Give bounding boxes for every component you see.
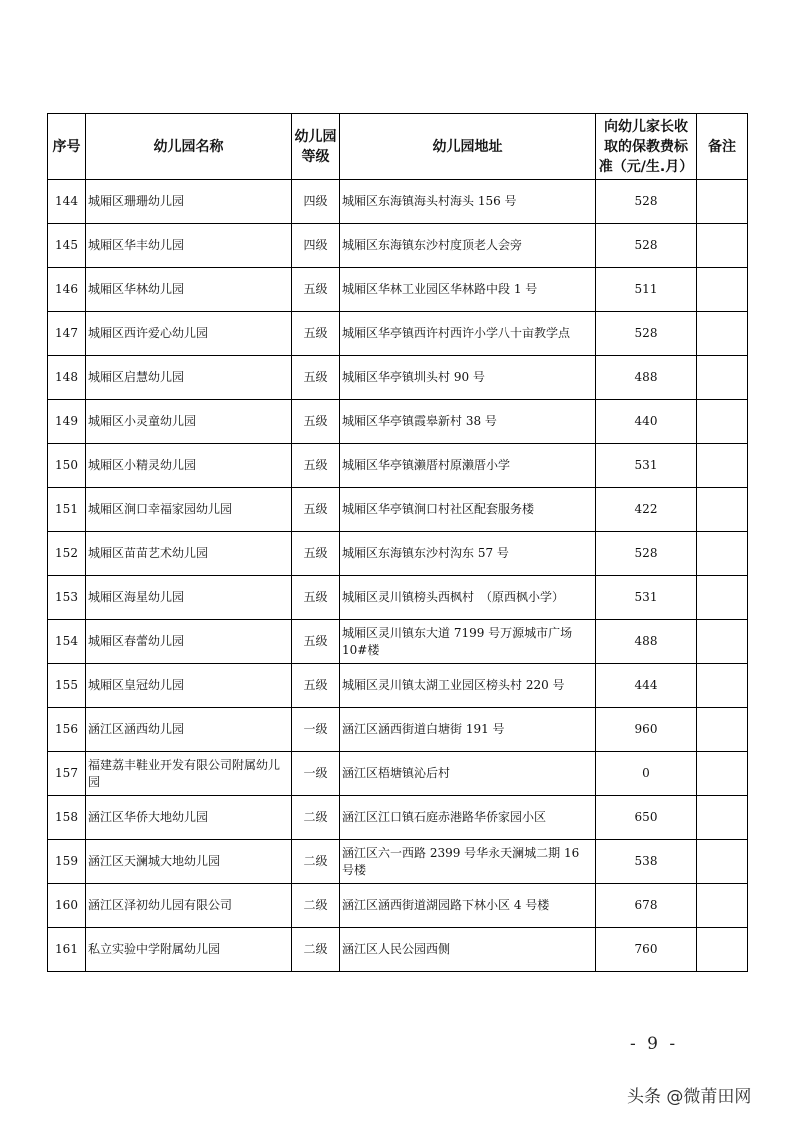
serial-no-cell: 156 (48, 708, 86, 752)
level-cell: 五级 (292, 356, 340, 400)
serial-no-cell: 155 (48, 664, 86, 708)
level-cell: 二级 (292, 796, 340, 840)
serial-no-cell: 148 (48, 356, 86, 400)
kindergarten-name-cell: 城厢区启慧幼儿园 (86, 356, 292, 400)
fee-cell: 528 (596, 180, 697, 224)
serial-no-cell: 158 (48, 796, 86, 840)
fee-cell: 528 (596, 532, 697, 576)
remark-cell (697, 620, 748, 664)
fee-cell: 444 (596, 664, 697, 708)
remark-cell (697, 532, 748, 576)
level-cell: 五级 (292, 444, 340, 488)
kindergarten-name-cell: 城厢区西许爱心幼儿园 (86, 312, 292, 356)
level-cell: 四级 (292, 224, 340, 268)
page-number: - 9 - (630, 1034, 679, 1054)
table-row (48, 224, 748, 268)
table-row (48, 708, 748, 752)
fee-cell: 760 (596, 928, 697, 972)
table-row (48, 532, 748, 576)
address-cell: 城厢区东海镇海头村海头 156 号 (340, 180, 596, 224)
remark-cell (697, 840, 748, 884)
serial-no-cell: 150 (48, 444, 86, 488)
header-serial-no: 序号 (48, 114, 86, 180)
fee-standard-table (47, 113, 748, 972)
kindergarten-name-cell: 城厢区春蕾幼儿园 (86, 620, 292, 664)
fee-cell: 531 (596, 444, 697, 488)
address-cell: 城厢区华亭镇霞皋新村 38 号 (340, 400, 596, 444)
address-cell: 涵江区人民公园西侧 (340, 928, 596, 972)
fee-cell: 488 (596, 356, 697, 400)
address-cell: 城厢区华亭镇圳头村 90 号 (340, 356, 596, 400)
table-row (48, 312, 748, 356)
fee-cell: 960 (596, 708, 697, 752)
remark-cell (697, 708, 748, 752)
source-watermark: 头条 @微莆田网 (627, 1087, 752, 1107)
table-row (48, 796, 748, 840)
remark-cell (697, 488, 748, 532)
fee-cell: 422 (596, 488, 697, 532)
address-cell: 城厢区华亭镇濑厝村原濑厝小学 (340, 444, 596, 488)
remark-cell (697, 796, 748, 840)
header-fee-standard: 向幼儿家长收取的保教费标准（元/生.月） (596, 114, 697, 180)
fee-cell: 531 (596, 576, 697, 620)
address-cell: 城厢区华林工业园区华林路中段 1 号 (340, 268, 596, 312)
fee-cell: 528 (596, 224, 697, 268)
address-cell: 涵江区江口镇石庭赤港路华侨家园小区 (340, 796, 596, 840)
table-row (48, 444, 748, 488)
table-row (48, 488, 748, 532)
header-kindergarten-address: 幼儿园地址 (340, 114, 596, 180)
fee-cell: 678 (596, 884, 697, 928)
address-cell: 城厢区东海镇东沙村度顶老人会旁 (340, 224, 596, 268)
table-row (48, 620, 748, 664)
fee-cell: 650 (596, 796, 697, 840)
header-kindergarten-name: 幼儿园名称 (86, 114, 292, 180)
remark-cell (697, 928, 748, 972)
serial-no-cell: 151 (48, 488, 86, 532)
remark-cell (697, 400, 748, 444)
fee-cell: 511 (596, 268, 697, 312)
address-cell: 城厢区华亭镇涧口村社区配套服务楼 (340, 488, 596, 532)
kindergarten-name-cell: 城厢区华林幼儿园 (86, 268, 292, 312)
table-header-row (48, 114, 748, 180)
kindergarten-name-cell: 涵江区泽初幼儿园有限公司 (86, 884, 292, 928)
kindergarten-name-cell: 福建荔丰鞋业开发有限公司附属幼儿园 (86, 752, 292, 796)
serial-no-cell: 159 (48, 840, 86, 884)
serial-no-cell: 160 (48, 884, 86, 928)
fee-cell: 528 (596, 312, 697, 356)
address-cell: 城厢区华亭镇西许村西许小学八十亩教学点 (340, 312, 596, 356)
remark-cell (697, 356, 748, 400)
table-row (48, 664, 748, 708)
address-cell: 城厢区灵川镇东大道 7199 号万源城市广场 10#楼 (340, 620, 596, 664)
level-cell: 五级 (292, 312, 340, 356)
remark-cell (697, 664, 748, 708)
table-row (48, 752, 748, 796)
level-cell: 一级 (292, 752, 340, 796)
address-cell: 涵江区涵西街道湖园路下林小区 4 号楼 (340, 884, 596, 928)
remark-cell (697, 884, 748, 928)
level-cell: 一级 (292, 708, 340, 752)
kindergarten-name-cell: 城厢区苗苗艺术幼儿园 (86, 532, 292, 576)
address-cell: 城厢区灵川镇榜头西枫村 （原西枫小学） (340, 576, 596, 620)
level-cell: 五级 (292, 576, 340, 620)
kindergarten-name-cell: 城厢区海星幼儿园 (86, 576, 292, 620)
table-row (48, 356, 748, 400)
serial-no-cell: 146 (48, 268, 86, 312)
remark-cell (697, 180, 748, 224)
serial-no-cell: 144 (48, 180, 86, 224)
kindergarten-name-cell: 城厢区小精灵幼儿园 (86, 444, 292, 488)
serial-no-cell: 149 (48, 400, 86, 444)
header-remark: 备注 (697, 114, 748, 180)
level-cell: 五级 (292, 400, 340, 444)
serial-no-cell: 161 (48, 928, 86, 972)
level-cell: 二级 (292, 928, 340, 972)
kindergarten-name-cell: 城厢区小灵童幼儿园 (86, 400, 292, 444)
kindergarten-name-cell: 私立实验中学附属幼儿园 (86, 928, 292, 972)
level-cell: 四级 (292, 180, 340, 224)
header-kindergarten-level: 幼儿园等级 (292, 114, 340, 180)
level-cell: 五级 (292, 268, 340, 312)
level-cell: 五级 (292, 488, 340, 532)
address-cell: 城厢区灵川镇太湖工业园区榜头村 220 号 (340, 664, 596, 708)
address-cell: 涵江区梧塘镇沁后村 (340, 752, 596, 796)
serial-no-cell: 157 (48, 752, 86, 796)
table-row (48, 400, 748, 444)
fee-cell: 440 (596, 400, 697, 444)
kindergarten-name-cell: 城厢区珊珊幼儿园 (86, 180, 292, 224)
kindergarten-name-cell: 涵江区涵西幼儿园 (86, 708, 292, 752)
fee-cell: 0 (596, 752, 697, 796)
table-row (48, 576, 748, 620)
remark-cell (697, 268, 748, 312)
table-row (48, 840, 748, 884)
remark-cell (697, 444, 748, 488)
remark-cell (697, 752, 748, 796)
table-row (48, 884, 748, 928)
fee-cell: 488 (596, 620, 697, 664)
remark-cell (697, 312, 748, 356)
kindergarten-name-cell: 涵江区天澜城大地幼儿园 (86, 840, 292, 884)
serial-no-cell: 154 (48, 620, 86, 664)
remark-cell (697, 224, 748, 268)
kindergarten-name-cell: 城厢区涧口幸福家园幼儿园 (86, 488, 292, 532)
table-row (48, 928, 748, 972)
serial-no-cell: 152 (48, 532, 86, 576)
table-row (48, 180, 748, 224)
address-cell: 涵江区涵西街道白塘街 191 号 (340, 708, 596, 752)
level-cell: 五级 (292, 664, 340, 708)
table-row (48, 268, 748, 312)
serial-no-cell: 147 (48, 312, 86, 356)
kindergarten-name-cell: 涵江区华侨大地幼儿园 (86, 796, 292, 840)
address-cell: 城厢区东海镇东沙村沟东 57 号 (340, 532, 596, 576)
kindergarten-name-cell: 城厢区皇冠幼儿园 (86, 664, 292, 708)
address-cell: 涵江区六一西路 2399 号华永天澜城二期 16 号楼 (340, 840, 596, 884)
serial-no-cell: 145 (48, 224, 86, 268)
kindergarten-name-cell: 城厢区华丰幼儿园 (86, 224, 292, 268)
fee-cell: 538 (596, 840, 697, 884)
level-cell: 五级 (292, 532, 340, 576)
level-cell: 五级 (292, 620, 340, 664)
remark-cell (697, 576, 748, 620)
level-cell: 二级 (292, 840, 340, 884)
level-cell: 二级 (292, 884, 340, 928)
serial-no-cell: 153 (48, 576, 86, 620)
